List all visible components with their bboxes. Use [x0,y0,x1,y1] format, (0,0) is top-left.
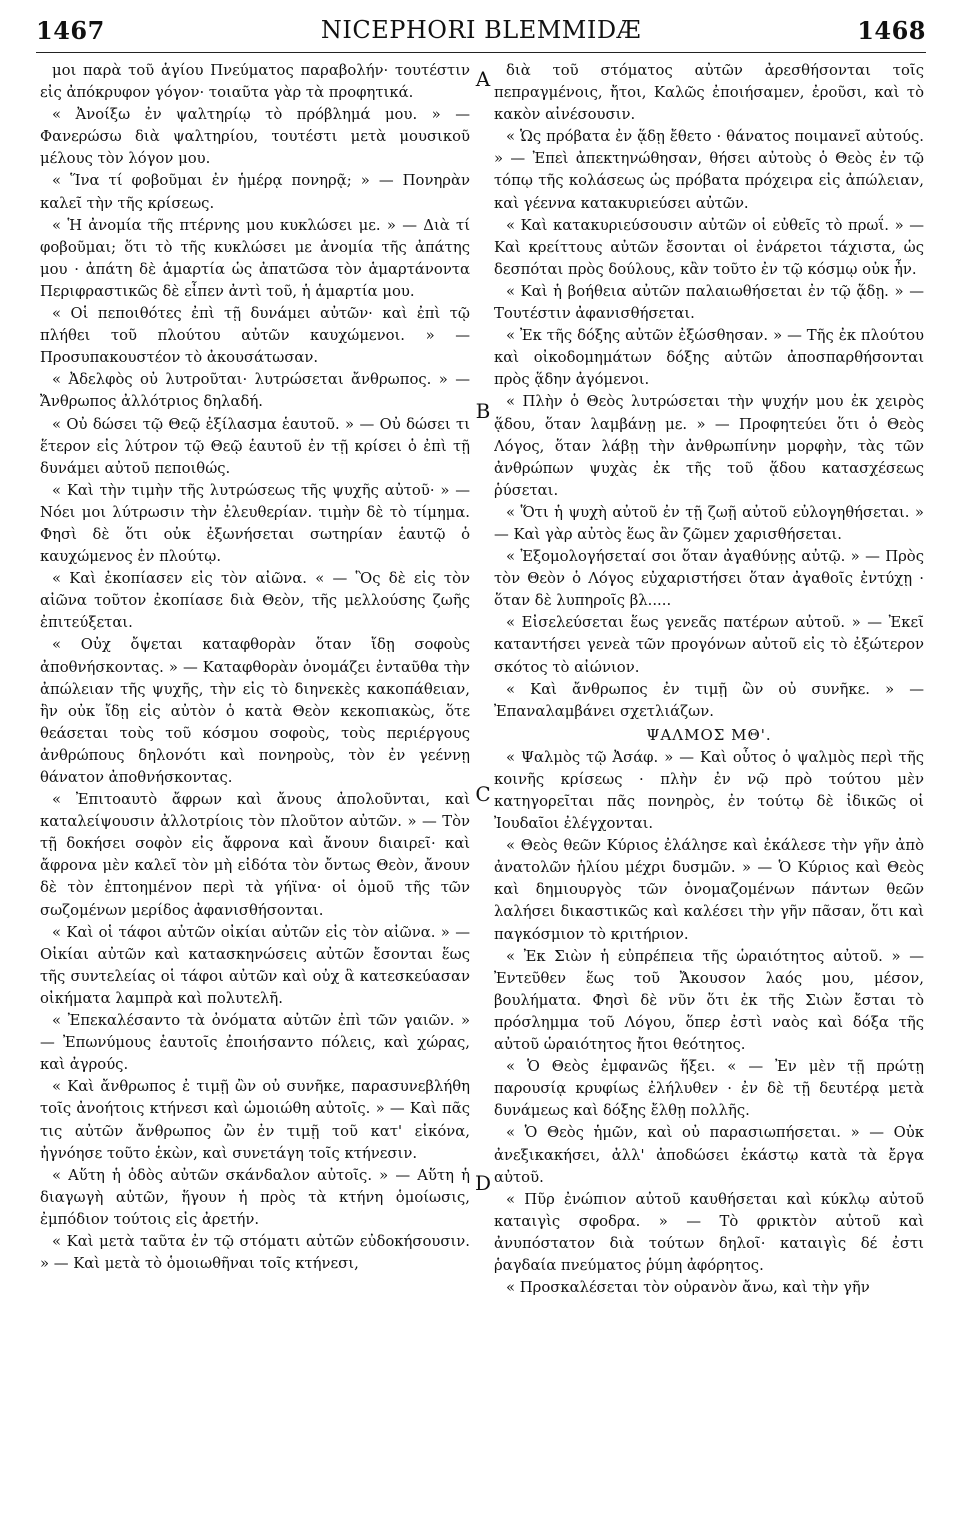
paragraph: « Ὁ Θεὸς ἐμφανῶς ἥξει. « — Ἐν μὲν τῇ πρώτῃ παρουσίᾳ κρυφίως ἐλήλυθεν · ἐν δὲ τῇ δευτέρᾳ μετὰ δυνάμεως καὶ δόξης ἔλθῃ πολλῆς. [494,1058,924,1120]
paragraph: μοι παρὰ τοῦ ἁγίου Πνεύματος παραβολήν· τουτέστιν εἰς ἀπόκρυφον γόγον· τοιαῦτα γὰρ τὰ προφητικά. [40,62,470,102]
page-number-right: 1468 [857,16,926,45]
paragraph: « Οὐχ ὄψεται καταφθορὰν ὅταν ἴδῃ σοφοὺς ἀποθνήσκοντας. » — Καταφθορὰν ὀνομάζει ἐνταῦθα τὴν ἀπώλειαν τῆς ψυχῆς, τὴν εἰς τὸ διηνεκὲς κακοπάθειαν, ἣν οὐκ ἴδῃ εἰς αὐτὸν ὁ κατὰ Θεὸν κεκοπιακὼς, ὅτε θεάσεται τοὺς τοῦ κόσμου σοφοὺς, τοὺς περιέργους ἀνθρώπους δηλονότι καὶ πονηροὺς, τὸν ἐν γεέννῃ θάνατον ἀποθνήσκοντας. [40,636,470,786]
paragraph: « Ἐπεκαλέσαντο τὰ ὀνόματα αὐτῶν ἐπὶ τῶν γαιῶν. » — Ἐπωνύμους ἑαυτοῖς ἐποιήσαντο πόλεις, καὶ χώρας, καὶ ἀγρούς. [40,1012,470,1074]
left-column [40,60,470,1530]
margin-letter-d: D [474,1171,492,1195]
paragraph: « Καὶ τὴν τιμὴν τῆς λυτρώσεως τῆς ψυχῆς αὐτοῦ· » — Νόει μοι λύτρωσιν τὴν ἐλευθερίαν. τιμὴν δὲ τὸ τίμημα. Φησὶ δὲ ὅτι οὐκ ἐξωνήσεται σωτηρίαν ἑαυτῷ ὁ καυχώμενος ἐν πλούτῳ. [40,481,470,566]
paragraph: « Καὶ ἄνθρωπος ἐν τιμῇ ὢν οὐ συνῆκε. » — Ἐπαναλαμβάνει σχετλιάζων. [494,680,924,720]
running-header [36,12,926,53]
margin-letter-a: A [475,67,491,91]
paragraph: « Οὐ δώσει τῷ Θεῷ ἐξίλασμα ἑαυτοῦ. » — Οὐ δώσει τι ἕτερον εἰς λύτρον τῷ Θεῷ ἑαυτοῦ ἐν τῇ κρίσει ὁ ἐπὶ τῇ δυνάμει αὐτοῦ πεποιθώς. [40,415,470,477]
paragraph: « Οἱ πεποιθότες ἐπὶ τῇ δυνάμει αὐτῶν· καὶ ἐπὶ τῷ πλήθει τοῦ πλούτου αὐτῶν καυχώμενοι. » — Προσυπακουστέον τὸ ἀκουσάτωσαν. [40,305,470,367]
paragraph: διὰ τοῦ στόματος αὐτῶν ἀρεσθήσονται τοῖς πεπραγμένοις, ἤτοι, Καλῶς ἐποιήσαμεν, ἐροῦσι, καὶ τὸ κακὸν αἰνέσουσιν. [494,62,924,124]
paragraph: « Ἐκ τῆς δόξης αὐτῶν ἐξώσθησαν. » — Τῆς ἐκ πλούτου καὶ οἰκοδομημάτων δόξης αὐτῶν ἀποσπαρθήσονται πρὸς ᾅδην ἀγόμενοι. [494,327,924,389]
paragraph: « Ὅτι ἡ ψυχὴ αὐτοῦ ἐν τῇ ζωῇ αὐτοῦ εὐλογηθήσεται. » — Καὶ γὰρ αὐτὸς ἕως ἂν ζῶμεν χαρισθήσεται. [494,503,924,543]
paragraph: « Καὶ κατακυριεύσουσιν αὐτῶν οἱ εὐθεῖς τὸ πρωΐ. » — Καὶ κρείττους αὐτῶν ἔσονται οἱ ἐνάρετοι τάχιστα, ὡς δεσπόται πρὸς δούλους, κἂν τοῦτο ἐν τῷ κόσμῳ οὐκ ἦν. [494,216,924,278]
page-number-left: 1467 [36,16,105,45]
paragraph: « Ὡς πρόβατα ἐν ᾅδῃ ἔθετο · θάνατος ποιμανεῖ αὐτούς. » — Ἐπεὶ ἀπεκτηνώθησαν, θήσει αὐτοὺς ὁ Θεὸς ἐν τῷ τόπῳ τῆς κολάσεως ὡς πρόβατα πρόχειρα εἰς ἀπώλειαν, καὶ γέεννα κατακυριεύσει αὐτῶν. [494,128,924,212]
section-title: ΨΑΛΜΟΣ ΜΘ'. [646,725,772,744]
paragraph: « Ἡ ἀνομία τῆς πτέρνης μου κυκλώσει με. » — Διὰ τί φοβοῦμαι; ὅτι τὸ τῆς κυκλώσει με ἀνομία τῆς ἀπάτης μου · ἀπάτη δὲ ἁμαρτία ὡς ἀπατῶσα τὸν ἁμαρτάνοντα Περιφραστικῶς δὲ εἶπεν ἀντὶ τοῦ, ἡ ἁμαρτία μου. [40,216,470,300]
running-title: NICEPHORI BLEMMIDÆ [320,16,642,44]
paragraph: « Καὶ οἱ τάφοι αὐτῶν οἰκίαι αὐτῶν εἰς τὸν αἰῶνα. » — Οἰκίαι αὐτῶν καὶ κατασκηνώσεις αὐτῶν ἔσονται ἕως τῆς συντελείας οἱ τάφοι αὐτῶν καὶ οὐχ ἃ κατεσκεύασαν οἰκήματα λαμπρὰ καὶ πολυτελῆ. [40,923,470,1007]
paragraph: « Καὶ ἄνθρωπος ἐ τιμῇ ὢν οὐ συνῆκε, παρασυνεβλήθη τοῖς ἀνοήτοις κτήνεσι καὶ ὡμοιώθη αὐτοῖς. » — Καὶ πᾶς τις αὐτῶν ἄνθρωπος ὢν ἐν τιμῇ τοῦ κατ' εἰκόνα, ἠγνόησε τοῦτο ἑκὼν, καὶ συνετάγη τοῖς κτήνεσιν. [40,1078,470,1162]
margin-letter-c: C [475,782,491,806]
right-column [494,60,924,1530]
paragraph: « Ἀδελφὸς οὐ λυτροῦται· λυτρώσεται ἄνθρωπος. » — Ἄνθρωπος ἀλλότριος δηλαδή. [40,371,470,411]
paragraph: « Ὁ Θεὸς ἡμῶν, καὶ οὐ παρασιωπήσεται. » — Οὐκ ἀνεξικακήσει, ἀλλ' ἀποδώσει ἑκάστῳ κατὰ τὰ ἔργα αὐτοῦ. [494,1124,924,1186]
paragraph: « Ἐκ Σιὼν ἡ εὐπρέπεια τῆς ὡραιότητος αὐτοῦ. » — Ἐντεῦθεν ἕως τοῦ Ἄκουσον λαός μου, μέσον, βουλήματα. Φησὶ δὲ νῦν ὅτι ἐκ τῆς Σιὼν ἔσται τὸ πρόσλημμα τοῦ Λόγου, ὅπερ ἐστὶ ναὸς καὶ δόξα τῆς αὐτοῦ ὡραιότητος ἤτοι θεότητος. [494,947,924,1054]
paragraph: « Εἰσελεύσεται ἕως γενεᾶς πατέρων αὐτοῦ. » — Ἐκεῖ καταντήσει γενεὰ τῶν προγόνων αὐτοῦ εἰς τὸ ἐξώτερον σκότος τὸ αἰώνιον. [494,614,924,676]
paragraph: « Καὶ ἐκοπίασεν εἰς τὸν αἰῶνα. « — Ὃς δὲ εἰς τὸν αἰῶνα τοῦτον ἐκοπίασε διὰ Θεὸν, τῆς μελλούσης ζωῆς ἐπιτεύξεται. [40,570,470,632]
paragraph: « Θεὸς θεῶν Κύριος ἐλάλησε καὶ ἐκάλεσε τὴν γῆν ἀπὸ ἀνατολῶν ἡλίου μέχρι δυσμῶν. » — Ὁ Κύριος καὶ Θεὸς καὶ δημιουργὸς τῶν ὀνομαζομένων πάντων θεῶν λαλήσει δικαστικῶς καὶ καλέσει τὴν γῆν πᾶσαν, ὅτι καὶ παγκόσμιον τὸ κριτήριον. [494,837,924,943]
paragraph: « Ψαλμὸς τῷ Ἀσάφ. » — Καὶ οὗτος ὁ ψαλμὸς περὶ τῆς κοινῆς κρίσεως · πλὴν ἐν νῷ πρὸ τούτου μὲν κατηγορεῖται πᾶς πονηρὸς, ἐν τούτῳ δὲ ἰδικῶς οἱ Ἰουδαῖοι ἐλέγχονται. [494,748,924,833]
paragraph: « Καὶ μετὰ ταῦτα ἐν τῷ στόματι αὐτῶν εὐδοκήσουσιν. » — Καὶ μετὰ τὸ ὁμοιωθῆναι τοῖς κτήνεσι, [40,1232,470,1273]
paragraph: « Προσκαλέσεται τὸν οὐρανὸν ἄνω, καὶ τὴν γῆν [506,1279,870,1297]
paragraph: « Ἐξομολογήσεταί σοι ὅταν ἀγαθύνῃς αὐτῷ. » — Πρὸς τὸν Θεὸν ὁ Λόγος εὐχαριστήσει ὅταν ἀγαθοῖς ἐντύχῃ · ὅταν δὲ λυπηροῖς βλ..... [494,548,924,610]
margin-letter-b: B [475,399,491,423]
paragraph: « Αὕτη ἡ ὁδὸς αὐτῶν σκάνδαλον αὐτοῖς. » — Αὕτη ἡ διαγωγὴ αὐτῶν, ἥγουν ἡ πρὸς τὰ κτήνη ὁμοίωσις, ἐμπόδιον τούτοις εἰς ἀρετήν. [40,1166,470,1228]
paragraph: « Πλὴν ὁ Θεὸς λυτρώσεται τὴν ψυχήν μου ἐκ χειρὸς ᾅδου, ὅταν λαμβάνῃ με. » — Προφητεύει ὅτι ὁ Θεὸς Λόγος, ὅταν λάβῃ τὴν ἀνθρωπίνην μορφὴν, τὰς τῶν ἀνθρώπων ψυχὰς ἐκ τῆς τοῦ ᾅδου κατασχέσεως ῥύσεται. [494,393,924,499]
paragraph: « Πῦρ ἐνώπιον αὐτοῦ καυθήσεται καὶ κύκλῳ αὐτοῦ καταιγὶς σφοδρα. » — Τὸ φρικτὸν αὐτοῦ καὶ ἀνυπόστατον διὰ τούτων δηλοῖ· καταιγὶς δέ ἐστι ῥαγδαία πνεύματος ῥύμη ἀφόρητος. [494,1190,924,1274]
paragraph: « Ἐπιτοαυτὸ ἄφρων καὶ ἄνους ἀπολοῦνται, καὶ καταλείψουσιν ἀλλοτρίοις τὸν πλοῦτον αὐτῶν. » — Τὸν τῇ δοκήσει σοφὸν εἰς ἄφρονα καὶ ἄνουν διαιρεῖ· καὶ ἄφρονα μὲν καλεῖ τὸν μὴ εἰδότα τὸν ὄντως Θεὸν, ἄνουν δὲ τὸν ἐπτοημένον περὶ τὰ γήϊνα· οἱ ὁμοῦ τῆς τῶν σωζομένων μερίδος ἀφανισθήσονται. [40,791,470,919]
paragraph: « Καὶ ἡ βοήθεια αὐτῶν παλαιωθήσεται ἐν τῷ ᾅδῃ. » — Τουτέστιν ἀφανισθήσεται. [494,282,924,323]
paragraph: « Ἀνοίξω ἐν ψαλτηρίῳ τὸ πρόβλημά μου. » — Φανερώσω διὰ ψαλτηρίου, τουτέστι μετὰ μουσικοῦ μέλους τὸν λόγον μου. [40,106,470,168]
paragraph: « Ἵνα τί φοβοῦμαι ἐν ἡμέρᾳ πονηρᾷ; » — Πονηρὰν καλεῖ τὴν τῆς κρίσεως. [40,172,470,212]
